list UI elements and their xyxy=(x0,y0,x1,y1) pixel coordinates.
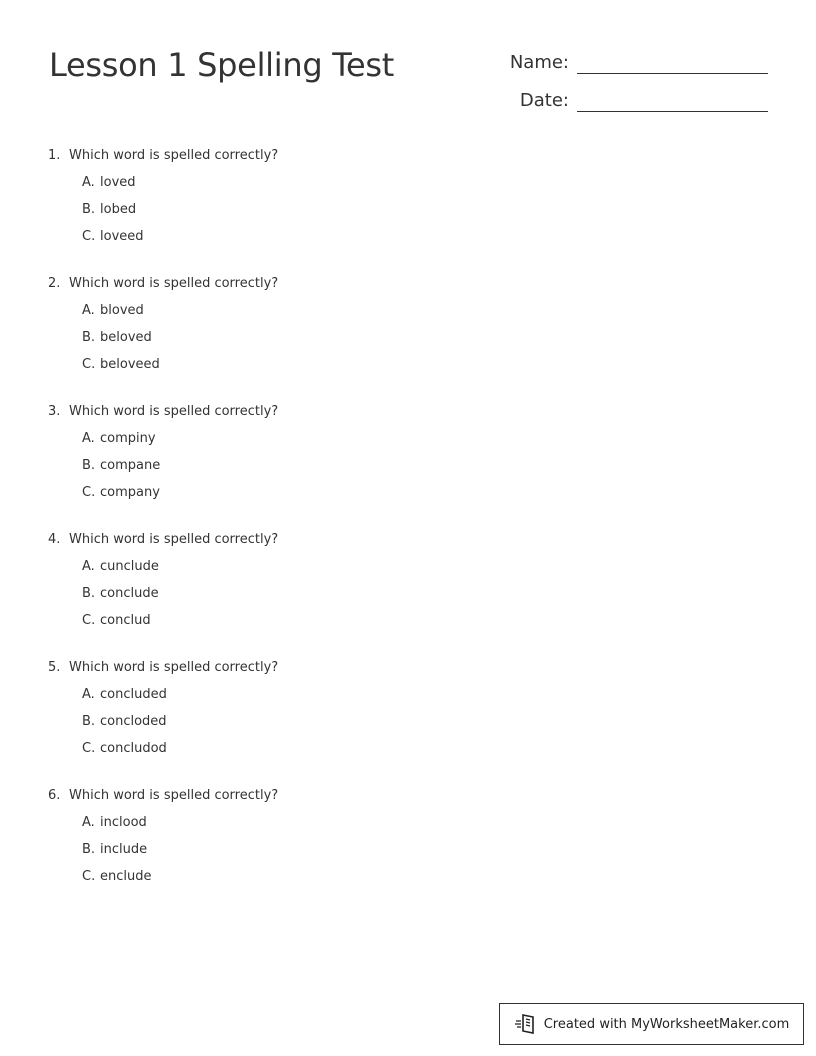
option-letter: A. xyxy=(82,559,95,574)
option-list xyxy=(48,301,548,382)
option-letter: B. xyxy=(82,586,96,601)
name-label: Name: xyxy=(509,52,569,73)
option-a xyxy=(82,173,548,200)
question-number: 4. xyxy=(48,532,61,547)
question-prompt xyxy=(48,658,548,678)
option-text: concludod xyxy=(100,741,167,756)
option-text: conclud xyxy=(100,613,151,628)
option-c xyxy=(82,227,548,254)
question-text: Which word is spelled correctly? xyxy=(69,660,279,675)
option-letter: B. xyxy=(82,842,96,857)
question-1 xyxy=(48,146,548,274)
option-text: beloveed xyxy=(100,357,160,372)
question-5 xyxy=(48,658,548,786)
question-number: 1. xyxy=(48,148,61,163)
option-b xyxy=(82,200,548,227)
option-c xyxy=(82,739,548,766)
option-letter: C. xyxy=(82,741,96,756)
question-number: 5. xyxy=(48,660,61,675)
date-line xyxy=(577,91,768,112)
question-text: Which word is spelled correctly? xyxy=(69,148,279,163)
option-a xyxy=(82,429,548,456)
option-c xyxy=(82,355,548,382)
question-prompt xyxy=(48,274,548,294)
option-list xyxy=(48,557,548,638)
question-4 xyxy=(48,530,548,658)
option-letter: A. xyxy=(82,431,95,446)
worksheet-maker-logo-icon xyxy=(514,1013,538,1035)
name-line xyxy=(577,53,768,74)
option-letter: C. xyxy=(82,229,96,244)
option-list xyxy=(48,173,548,254)
option-letter: C. xyxy=(82,613,96,628)
question-prompt xyxy=(48,146,548,166)
option-text: beloved xyxy=(100,330,152,345)
question-text: Which word is spelled correctly? xyxy=(69,532,279,547)
option-a xyxy=(82,813,548,840)
option-text: compiny xyxy=(100,431,156,446)
option-letter: A. xyxy=(82,303,95,318)
question-2 xyxy=(48,274,548,402)
option-text: cunclude xyxy=(100,559,159,574)
option-letter: B. xyxy=(82,330,96,345)
option-b xyxy=(82,456,548,483)
option-text: bloved xyxy=(100,303,144,318)
page-title: Lesson 1 Spelling Test xyxy=(49,46,395,84)
option-letter: C. xyxy=(82,869,96,884)
option-b xyxy=(82,584,548,611)
footer-credit-box xyxy=(499,1003,804,1045)
footer-text: Created with MyWorksheetMaker.com xyxy=(543,1016,790,1032)
option-text: enclude xyxy=(100,869,152,884)
question-text: Which word is spelled correctly? xyxy=(69,276,279,291)
option-letter: C. xyxy=(82,485,96,500)
option-text: loveed xyxy=(100,229,144,244)
option-letter: B. xyxy=(82,202,96,217)
option-c xyxy=(82,867,548,894)
option-text: inclood xyxy=(100,815,147,830)
option-text: include xyxy=(100,842,148,857)
option-a xyxy=(82,685,548,712)
option-list xyxy=(48,813,548,894)
option-b xyxy=(82,840,548,867)
option-list xyxy=(48,429,548,510)
date-label: Date: xyxy=(519,90,569,111)
option-text: conclude xyxy=(100,586,159,601)
option-c xyxy=(82,483,548,510)
option-text: loved xyxy=(100,175,136,190)
option-text: concluded xyxy=(100,687,167,702)
question-prompt xyxy=(48,530,548,550)
option-b xyxy=(82,328,548,355)
option-text: concloded xyxy=(100,714,167,729)
option-letter: C. xyxy=(82,357,96,372)
question-number: 2. xyxy=(48,276,61,291)
question-list xyxy=(48,146,548,914)
question-6 xyxy=(48,786,548,914)
option-letter: B. xyxy=(82,714,96,729)
option-a xyxy=(82,557,548,584)
option-letter: A. xyxy=(82,687,95,702)
question-3 xyxy=(48,402,548,530)
option-b xyxy=(82,712,548,739)
option-text: lobed xyxy=(100,202,137,217)
question-prompt xyxy=(48,786,548,806)
question-text: Which word is spelled correctly? xyxy=(69,788,279,803)
question-number: 6. xyxy=(48,788,61,803)
option-c xyxy=(82,611,548,638)
option-text: compane xyxy=(100,458,161,473)
option-list xyxy=(48,685,548,766)
date-field xyxy=(503,90,768,112)
name-field xyxy=(503,52,768,74)
option-a xyxy=(82,301,548,328)
question-text: Which word is spelled correctly? xyxy=(69,404,279,419)
option-letter: A. xyxy=(82,175,95,190)
option-text: company xyxy=(100,485,160,500)
question-number: 3. xyxy=(48,404,61,419)
option-letter: A. xyxy=(82,815,95,830)
question-prompt xyxy=(48,402,548,422)
option-letter: B. xyxy=(82,458,96,473)
